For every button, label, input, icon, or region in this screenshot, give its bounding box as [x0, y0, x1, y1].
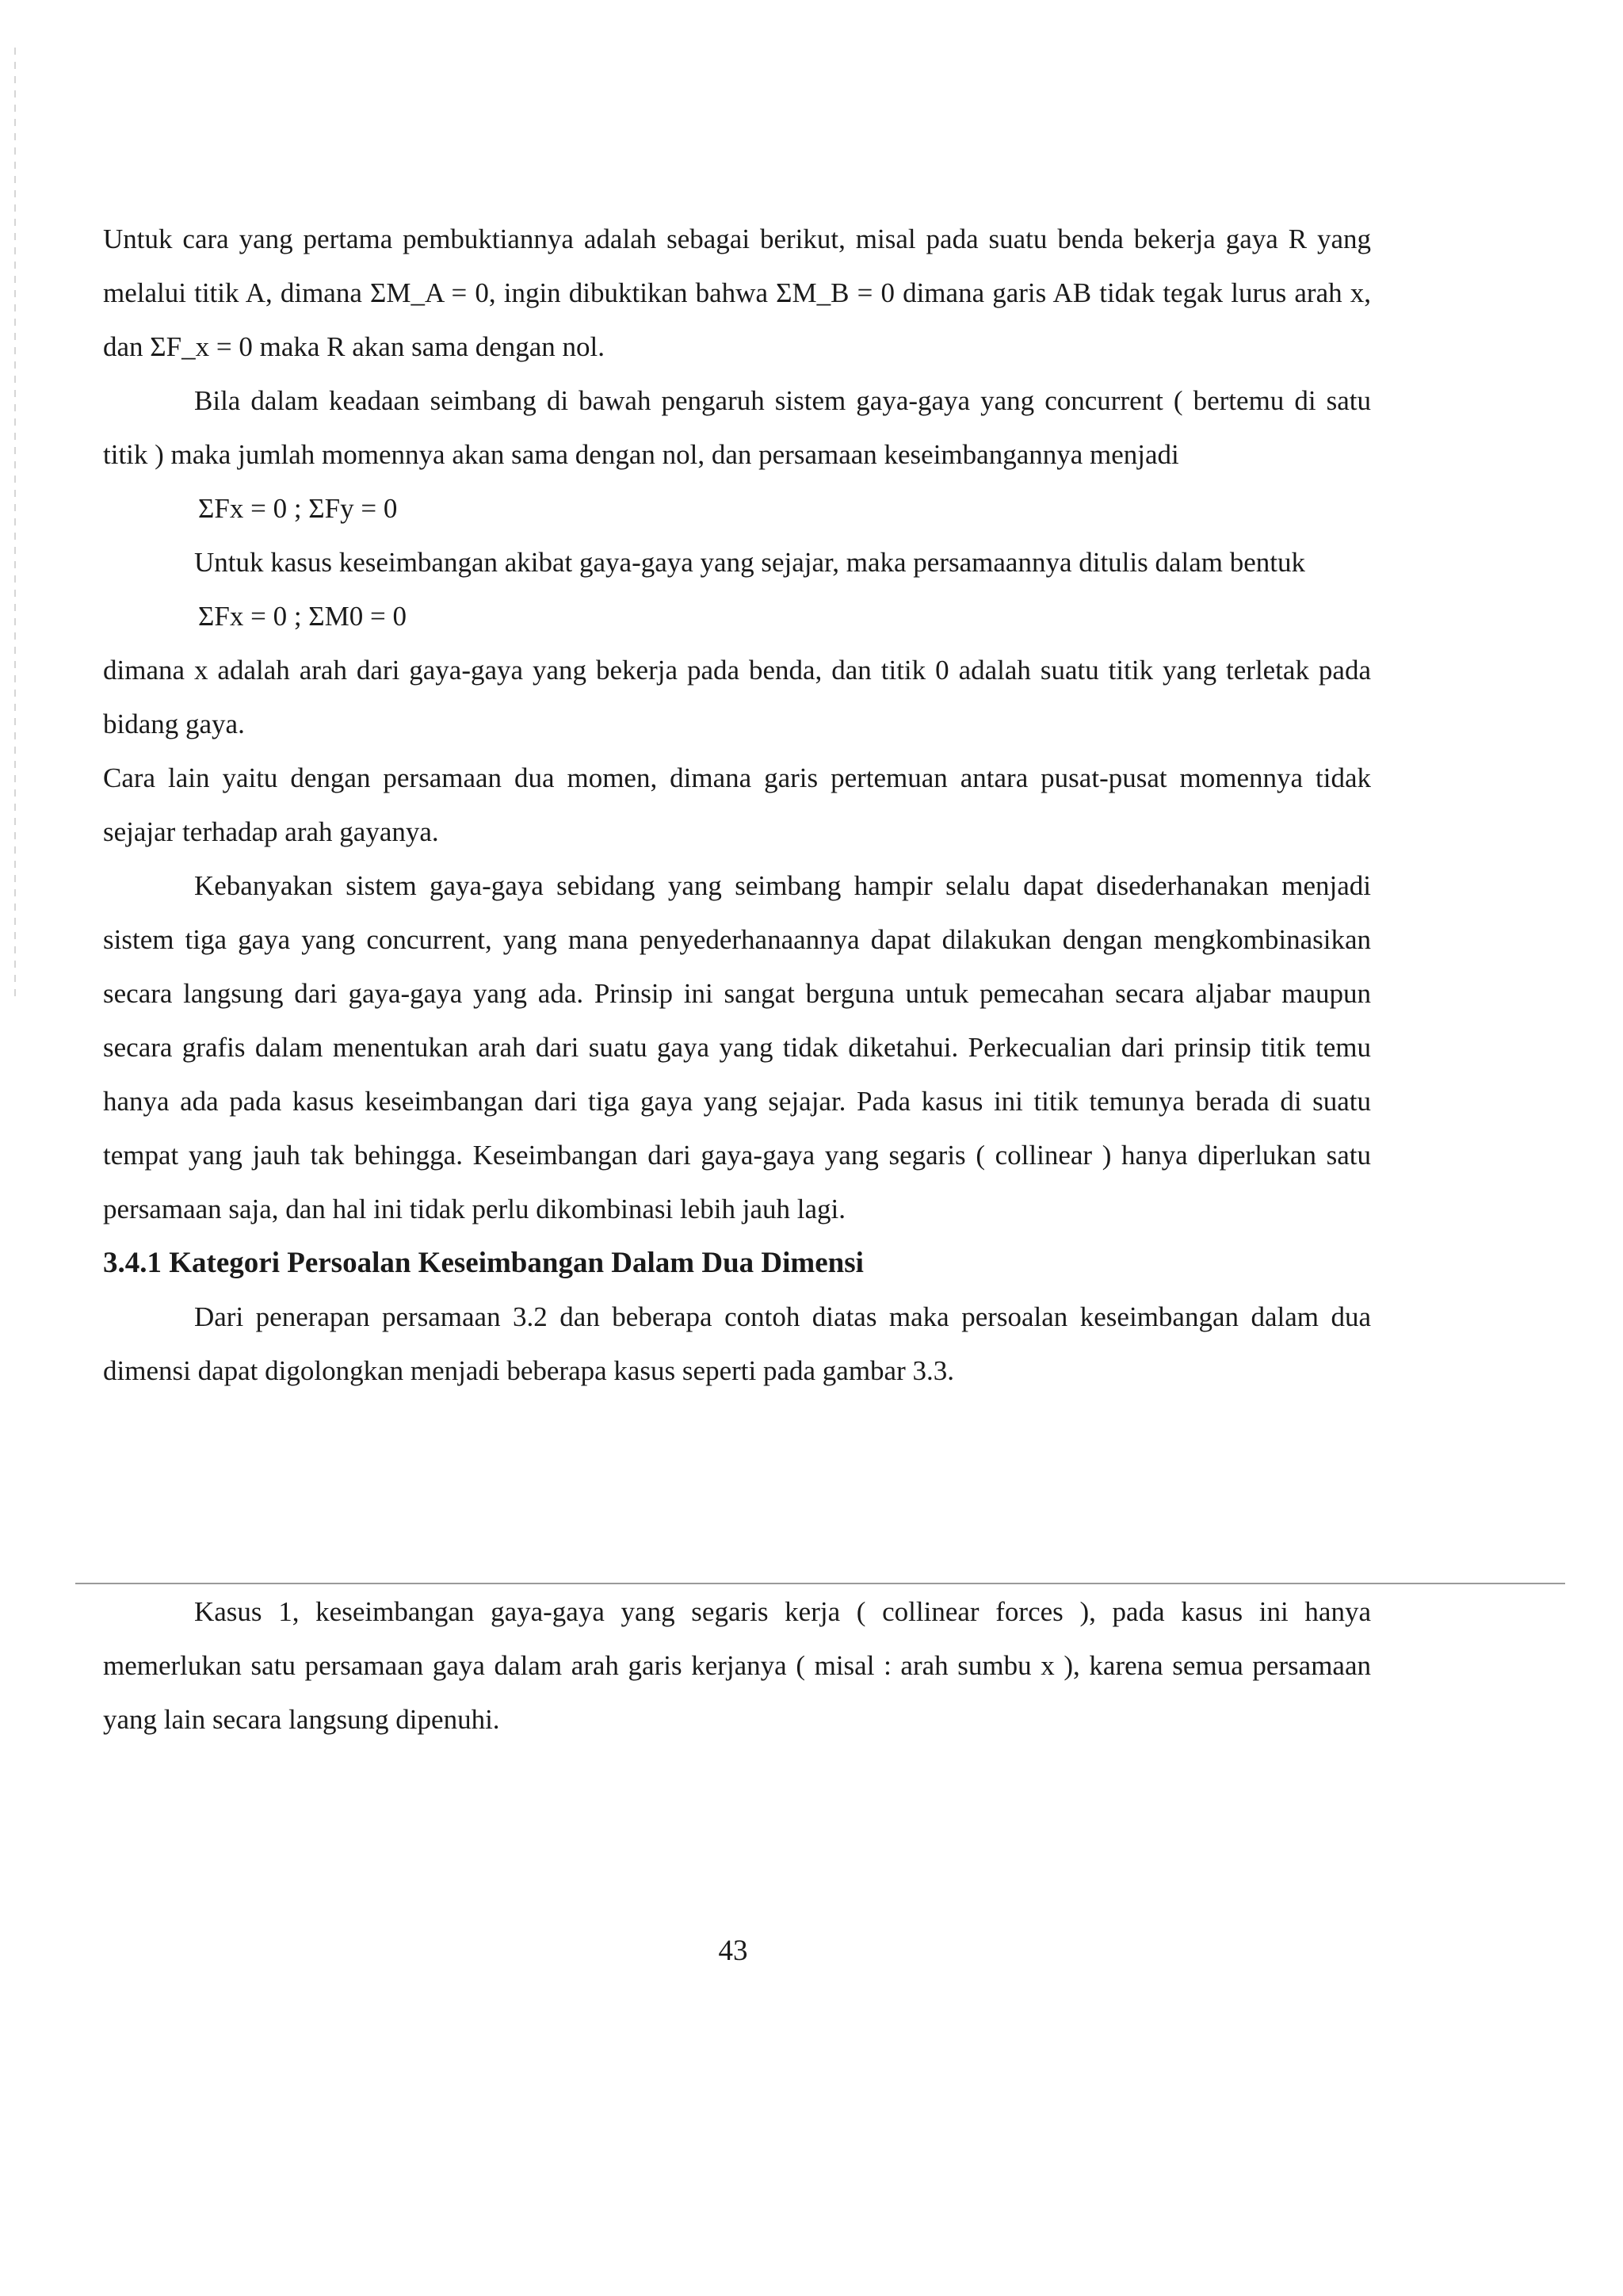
- scan-margin-dots: [14, 48, 17, 999]
- equation-parallel: ΣFx = 0 ; ΣM0 = 0: [198, 601, 407, 632]
- section-heading: 3.4.1 Kategori Persoalan Keseimbangan Dalam Dua Dimensi: [103, 1247, 864, 1279]
- paragraph-three-forces: Kebanyakan sistem gaya-gaya sebidang yang seimbang hampir selalu dapat disederhanakan menjadi sistem tiga gaya yang concurrent, yang mana penyederhanaannya dapat dilakukan dengan mengkombinasikan secara langsung dari gaya-gaya yang ada. Prinsip ini sangat berguna untuk pemecahan secara aljabar maupun secara grafis dalam menentukan arah dari suatu gaya yang tidak diketahui. Perkecualian dari prinsip titik temu hanya ada pada kasus keseimbangan dari tiga gaya yang sejajar. Pada kasus ini titik temunya berada di suatu tempat yang jauh tak behingga. Keseimbangan dari gaya-gaya yang segaris ( collinear ) hanya diperlukan satu persamaan saja, dan hal ini tidak perlu dikombinasi lebih jauh lagi.: [103, 870, 1371, 1224]
- divider-line: [75, 1583, 1565, 1584]
- equation-concurrent: ΣFx = 0 ; ΣFy = 0: [198, 493, 398, 524]
- body-text-upper: [103, 212, 1371, 1398]
- paragraph-proof: Untuk cara yang pertama pembuktiannya adalah sebagai berikut, misal pada suatu benda bekerja gaya R yang melalui titik A, dimana ΣM_A = 0, ingin dibuktikan bahwa ΣM_B = 0 dimana garis AB tidak tegak lurus arah x, dan ΣF_x = 0 maka R akan sama dengan nol.: [103, 223, 1371, 362]
- paragraph-two-moments: Cara lain yaitu dengan persamaan dua momen, dimana garis pertemuan antara pusat-pusat momennya tidak sejajar terhadap arah gayanya.: [103, 762, 1371, 847]
- paragraph-x-direction: dimana x adalah arah dari gaya-gaya yang bekerja pada benda, dan titik 0 adalah suatu titik yang terletak pada bidang gaya.: [103, 655, 1371, 739]
- paragraph-concurrent: Bila dalam keadaan seimbang di bawah pengaruh sistem gaya-gaya yang concurrent ( bertemu di satu titik ) maka jumlah momennya akan sama dengan nol, dan persamaan keseimbangannya menjadi: [103, 385, 1371, 470]
- page-number: 43: [718, 1935, 748, 1967]
- paragraph-parallel: Untuk kasus keseimbangan akibat gaya-gaya yang sejajar, maka persamaannya ditulis dalam bentuk: [194, 547, 1306, 578]
- paragraph-categories: Dari penerapan persamaan 3.2 dan beberapa contoh diatas maka persoalan keseimbangan dalam dua dimensi dapat digolongkan menjadi beberapa kasus seperti pada gambar 3.3.: [103, 1301, 1371, 1386]
- body-text-lower: [103, 1585, 1371, 1747]
- paragraph-case-1: Kasus 1, keseimbangan gaya-gaya yang segaris kerja ( collinear forces ), pada kasus ini hanya memerlukan satu persamaan gaya dalam arah garis kerjanya ( misal : arah sumbu x ), karena semua persamaan yang lain secara langsung dipenuhi.: [103, 1596, 1371, 1735]
